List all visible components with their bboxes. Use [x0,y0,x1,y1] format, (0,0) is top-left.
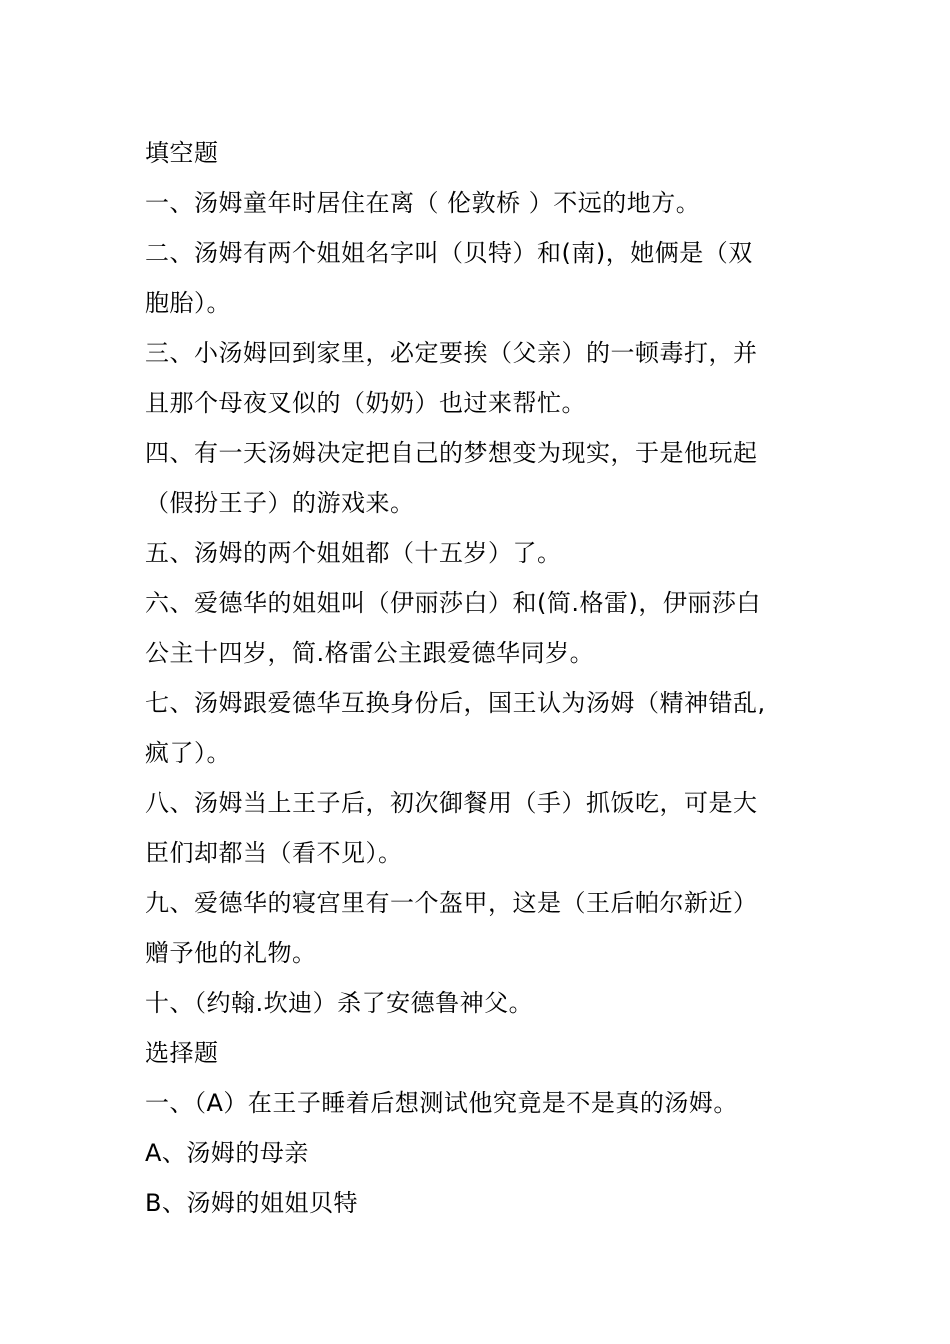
question-line: 胞胎）。 [145,289,231,317]
question-line: 二、汤姆有两个姐姐名字叫（贝特）和(南)，她俩是（双 [145,239,753,267]
option-line: B、汤姆的姐姐贝特 [145,1189,358,1217]
section-heading-multiple-choice: 选择题 [145,1039,219,1067]
question-line: 五、汤姆的两个姐姐都（十五岁）了。 [145,539,562,567]
question-line: （假扮王子）的游戏来。 [145,489,415,517]
question-line: 十、（约翰.坎迪）杀了安德鲁神父。 [145,989,534,1017]
question-line: 疯了）。 [145,739,231,767]
section-heading-fill-in: 填空题 [145,139,219,167]
question-line: 且那个母夜叉似的（奶奶）也过来帮忙。 [145,389,586,417]
question-line: 一、汤姆童年时居住在离（ 伦敦桥 ）不远的地方。 [145,189,701,217]
question-line: 臣们却都当（看不见）。 [145,839,403,867]
question-line: 九、爱德华的寝宫里有一个盔甲，这是（王后帕尔新近） [145,889,758,917]
document-body [145,128,825,1228]
question-line: 公主十四岁，简.格雷公主跟爱德华同岁。 [145,639,595,667]
question-line: 赠予他的礼物。 [145,939,317,967]
question-line: 三、小汤姆回到家里，必定要挨（父亲）的一顿毒打，并 [145,339,758,367]
question-line: 一、（A）在王子睡着后想测试他究竟是不是真的汤姆。 [145,1089,738,1117]
question-line: 四、有一天汤姆决定把自己的梦想变为现实，于是他玩起 [145,439,758,467]
question-line: 六、爱德华的姐姐叫（伊丽莎白）和(简.格雷)，伊丽莎白 [145,589,761,617]
option-line: A、汤姆的母亲 [145,1139,309,1167]
question-line: 七、汤姆跟爱德华互换身份后，国王认为汤姆（精神错乱, [145,689,766,717]
question-line: 八、汤姆当上王子后，初次御餐用（手）抓饭吃，可是大 [145,789,758,817]
